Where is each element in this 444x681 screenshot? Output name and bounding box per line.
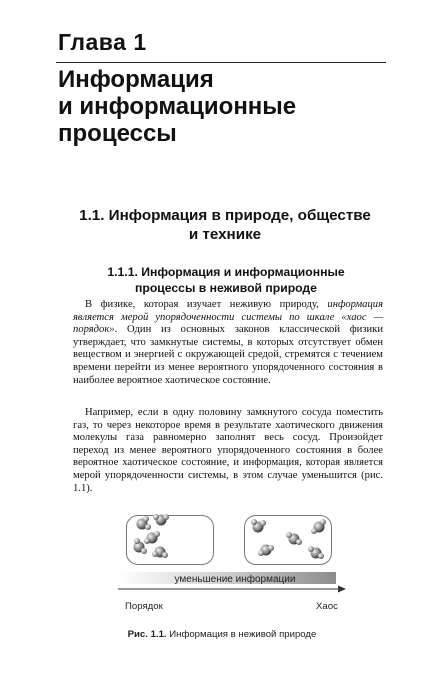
section-heading-line: 1.1. Информация в природе, обществе <box>79 207 371 224</box>
chapter-title-line: и информационные <box>58 93 297 120</box>
arrow-label: уменьшение информации <box>174 574 296 585</box>
body-paragraph: Например, если в одну половину замкнутого сосуда поместить газ, то через некоторое время в результате хаотического движения молекулы газа равномерно заполнят весь сосуд. Произойдет переход из менее вероятного упорядоченного состояния в более вероятное хаотическое состояние, и информация, которая является мерой упорядоченности системы, в этом случае уменьшится (рис. 1.1). <box>73 407 383 494</box>
chapter-label: Глава 1 <box>58 29 147 55</box>
figure-caption <box>0 629 444 640</box>
chaos-label: Хаос <box>316 601 338 612</box>
molecule-cluster-left <box>134 514 170 558</box>
paragraph-text: В физике, которая изучает неживую природу, <box>85 299 328 310</box>
figure-number: Рис. 1.1. <box>127 629 167 640</box>
subsection-heading-line: 1.1.1. Информация и информационные <box>107 265 345 279</box>
figure-caption-text: Информация в неживой природе <box>166 629 317 640</box>
molecule-scatter-right <box>251 519 326 559</box>
definition-text: информация является мерой упорядоченности системы по шкале «хаос — порядок» <box>73 299 383 336</box>
order-label: Порядок <box>125 601 163 612</box>
section-heading-line: и технике <box>188 226 262 243</box>
chapter-title-line: Информация <box>58 66 214 93</box>
chapter-title-line: процессы <box>58 120 177 147</box>
paragraph-text: . Один из основных законов классической физики утверждает, что замкнутые системы, в которых отсутствует обмен веществом и энергией с окружающей средой, стремятся с течением времени перейти из менее вероятного упорядоченного состояния в наиболее вероятное хаотическое состояние. <box>73 324 383 386</box>
subsection-heading-line: процессы в неживой природе <box>135 281 317 295</box>
